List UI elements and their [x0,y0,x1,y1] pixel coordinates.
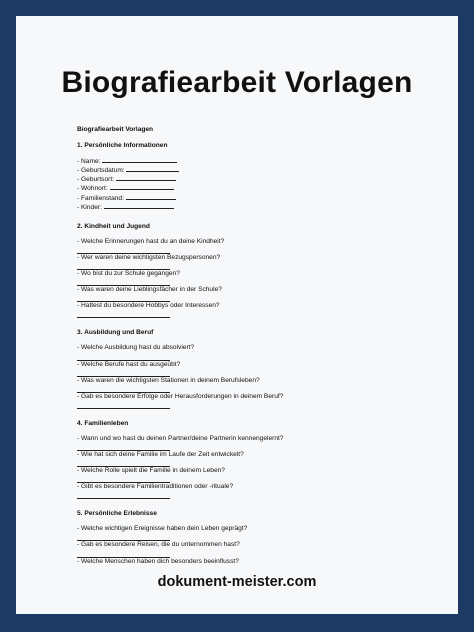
question: - Welche Berufe hast du ausgeübt? [77,360,181,368]
answer-line[interactable] [77,353,170,361]
question: - Wie hat sich deine Familie im Laufe der Zeit entwickelt? [77,450,244,458]
answer-line[interactable] [126,194,176,200]
field-label: - Geburtsort: [77,176,115,184]
question: - Gab es besondere Erfolge oder Herausforderungen in deinem Beruf? [77,392,284,400]
field-children [77,203,447,212]
field-label: - Name: [77,158,101,166]
field-label: - Familienstand: [77,194,124,202]
answer-line[interactable] [102,157,177,163]
field-birthdate [77,166,447,175]
document-body [77,126,447,577]
answer-line[interactable] [77,294,170,302]
question: - Wann und wo hast du deinen Partner/deine Partnerin kennengelernt? [77,434,284,442]
answer-line[interactable] [77,262,170,270]
answer-line[interactable] [77,369,170,377]
section-heading: 5. Persönliche Erlebnisse [77,510,157,518]
footer-site-link[interactable]: dokument-meister.com [157,574,317,590]
answer-line[interactable] [77,550,170,558]
field-label: - Wohnort: [77,185,108,193]
answer-line[interactable] [116,175,176,181]
question: - Welche Rolle spielt die Familie in deinem Leben? [77,467,225,475]
field-name [77,157,447,166]
answer-line[interactable] [77,533,170,541]
section-education-career [77,329,447,408]
section-family-life [77,420,447,499]
question: - Gibt es besondere Familientraditionen oder -rituale? [77,483,234,491]
section-heading: 3. Ausbildung und Beruf [77,329,154,337]
question: - Welche wichtigen Ereignisse haben dein Leben geprägt? [77,525,248,533]
section-heading: 1. Persönliche Informationen [77,142,168,150]
question: - Welche Erinnerungen hast du an deine Kindheit? [77,237,225,245]
answer-line[interactable] [77,385,170,393]
document-title: Biografiearbeit Vorlagen [77,126,154,133]
question: - Hattest du besondere Hobbys oder Interessen? [77,302,220,310]
answer-line[interactable] [77,401,170,409]
answer-line[interactable] [77,491,170,499]
answer-line[interactable] [77,443,170,451]
answer-line[interactable] [77,310,170,318]
page-title: Biografiearbeit Vorlagen [61,66,413,99]
section-personal-experiences [77,510,447,565]
section-personal-info [77,142,447,212]
answer-line[interactable] [126,166,179,172]
question: - Was waren die wichtigsten Stationen in deinem Berufsleben? [77,376,260,384]
question: - Welche Ausbildung hast du absolviert? [77,344,195,352]
section-heading: 2. Kindheit und Jugend [77,222,150,230]
field-birthplace [77,175,447,184]
answer-line[interactable] [104,203,174,209]
answer-line[interactable] [77,278,170,286]
question: - Wer waren deine wichtigsten Bezugspersonen? [77,253,221,261]
field-label: - Kinder: [77,203,102,211]
question: - Was waren deine Lieblingsfächer in der Schule? [77,286,222,294]
section-heading: 4. Familienleben [77,419,129,427]
question: - Wo bist du zur Schule gegangen? [77,270,180,278]
field-marital-status [77,194,447,203]
section-childhood [77,223,447,319]
answer-line[interactable] [110,184,174,190]
answer-line[interactable] [77,475,170,483]
document-card [16,16,458,614]
field-residence [77,184,447,193]
question: - Welche Menschen haben dich besonders beeinflusst? [77,557,239,565]
field-label: - Geburtsdatum: [77,167,125,175]
answer-line[interactable] [77,459,170,467]
question: - Gab es besondere Reisen, die du unternommen hast? [77,541,240,549]
answer-line[interactable] [77,246,170,254]
